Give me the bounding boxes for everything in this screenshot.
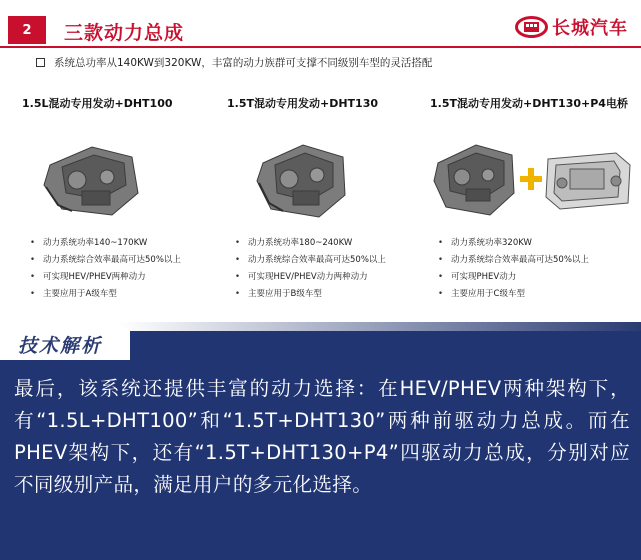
column-title: 1.5T混动专用发动+DHT130+P4电桥: [430, 97, 628, 110]
list-item: • 动力系统功率320KW: [438, 235, 589, 252]
brand-name: 长城汽车: [552, 18, 628, 39]
brand-logo: [515, 12, 635, 42]
list-item: • 可实现HEV/PHEV动力两种动力: [235, 269, 386, 286]
feature-list: [30, 235, 181, 303]
feature-list: [235, 235, 386, 303]
column-title: 1.5L混动专用发动+DHT100: [22, 97, 173, 110]
panel-top-band: [130, 331, 641, 360]
list-item: • 动力系统功率140~170KW: [30, 235, 181, 252]
powertrain-column-1: [22, 95, 222, 299]
plus-icon: [520, 168, 542, 190]
list-item: • 可实现HEV/PHEV两种动力: [30, 269, 181, 286]
section-heading: 技术解析: [18, 335, 103, 357]
list-item: • 动力系统综合效率最高可达50%以上: [30, 252, 181, 269]
engine-image: [247, 135, 357, 225]
slide-title: 三款动力总成: [64, 22, 185, 44]
feature-list: [438, 235, 589, 303]
list-item: • 动力系统综合效率最高可达50%以上: [438, 252, 589, 269]
engine-image: [32, 135, 152, 225]
header-rule: [0, 46, 641, 48]
summary-text: 系统总功率从140KW到320KW，丰富的动力族群可支撑不同级别车型的灵活搭配: [54, 57, 433, 69]
list-item: • 可实现PHEV动力: [438, 269, 589, 286]
great-wall-logo-icon: [515, 16, 548, 38]
list-item: • 主要应用于C级车型: [438, 286, 589, 303]
powertrain-column-3: [430, 95, 630, 299]
column-title: 1.5T混动专用发动+DHT130: [227, 97, 379, 110]
page-number: 2: [8, 16, 46, 44]
list-item: • 动力系统综合效率最高可达50%以上: [235, 252, 386, 269]
list-item: • 主要应用于A级车型: [30, 286, 181, 303]
engine-and-axle-image: [430, 135, 635, 225]
square-bullet-icon: [36, 58, 45, 67]
powertrain-column-2: [227, 95, 427, 299]
analysis-text: 最后，该系统还提供丰富的动力选择：在HEV/PHEV两种架构下，有“1.5L+DHT100”和“1.5T+DHT130”两种前驱动力总成。而在PHEV架构下，还有“1.5T+DHT130+P4”四驱动力总成，分别对应不同级别产品，满足用户的多元化选择。: [14, 377, 630, 496]
list-item: • 主要应用于B级车型: [235, 286, 386, 303]
divider-gradient: [120, 322, 641, 331]
list-item: • 动力系统功率180~240KW: [235, 235, 386, 252]
summary-line: [36, 55, 432, 70]
